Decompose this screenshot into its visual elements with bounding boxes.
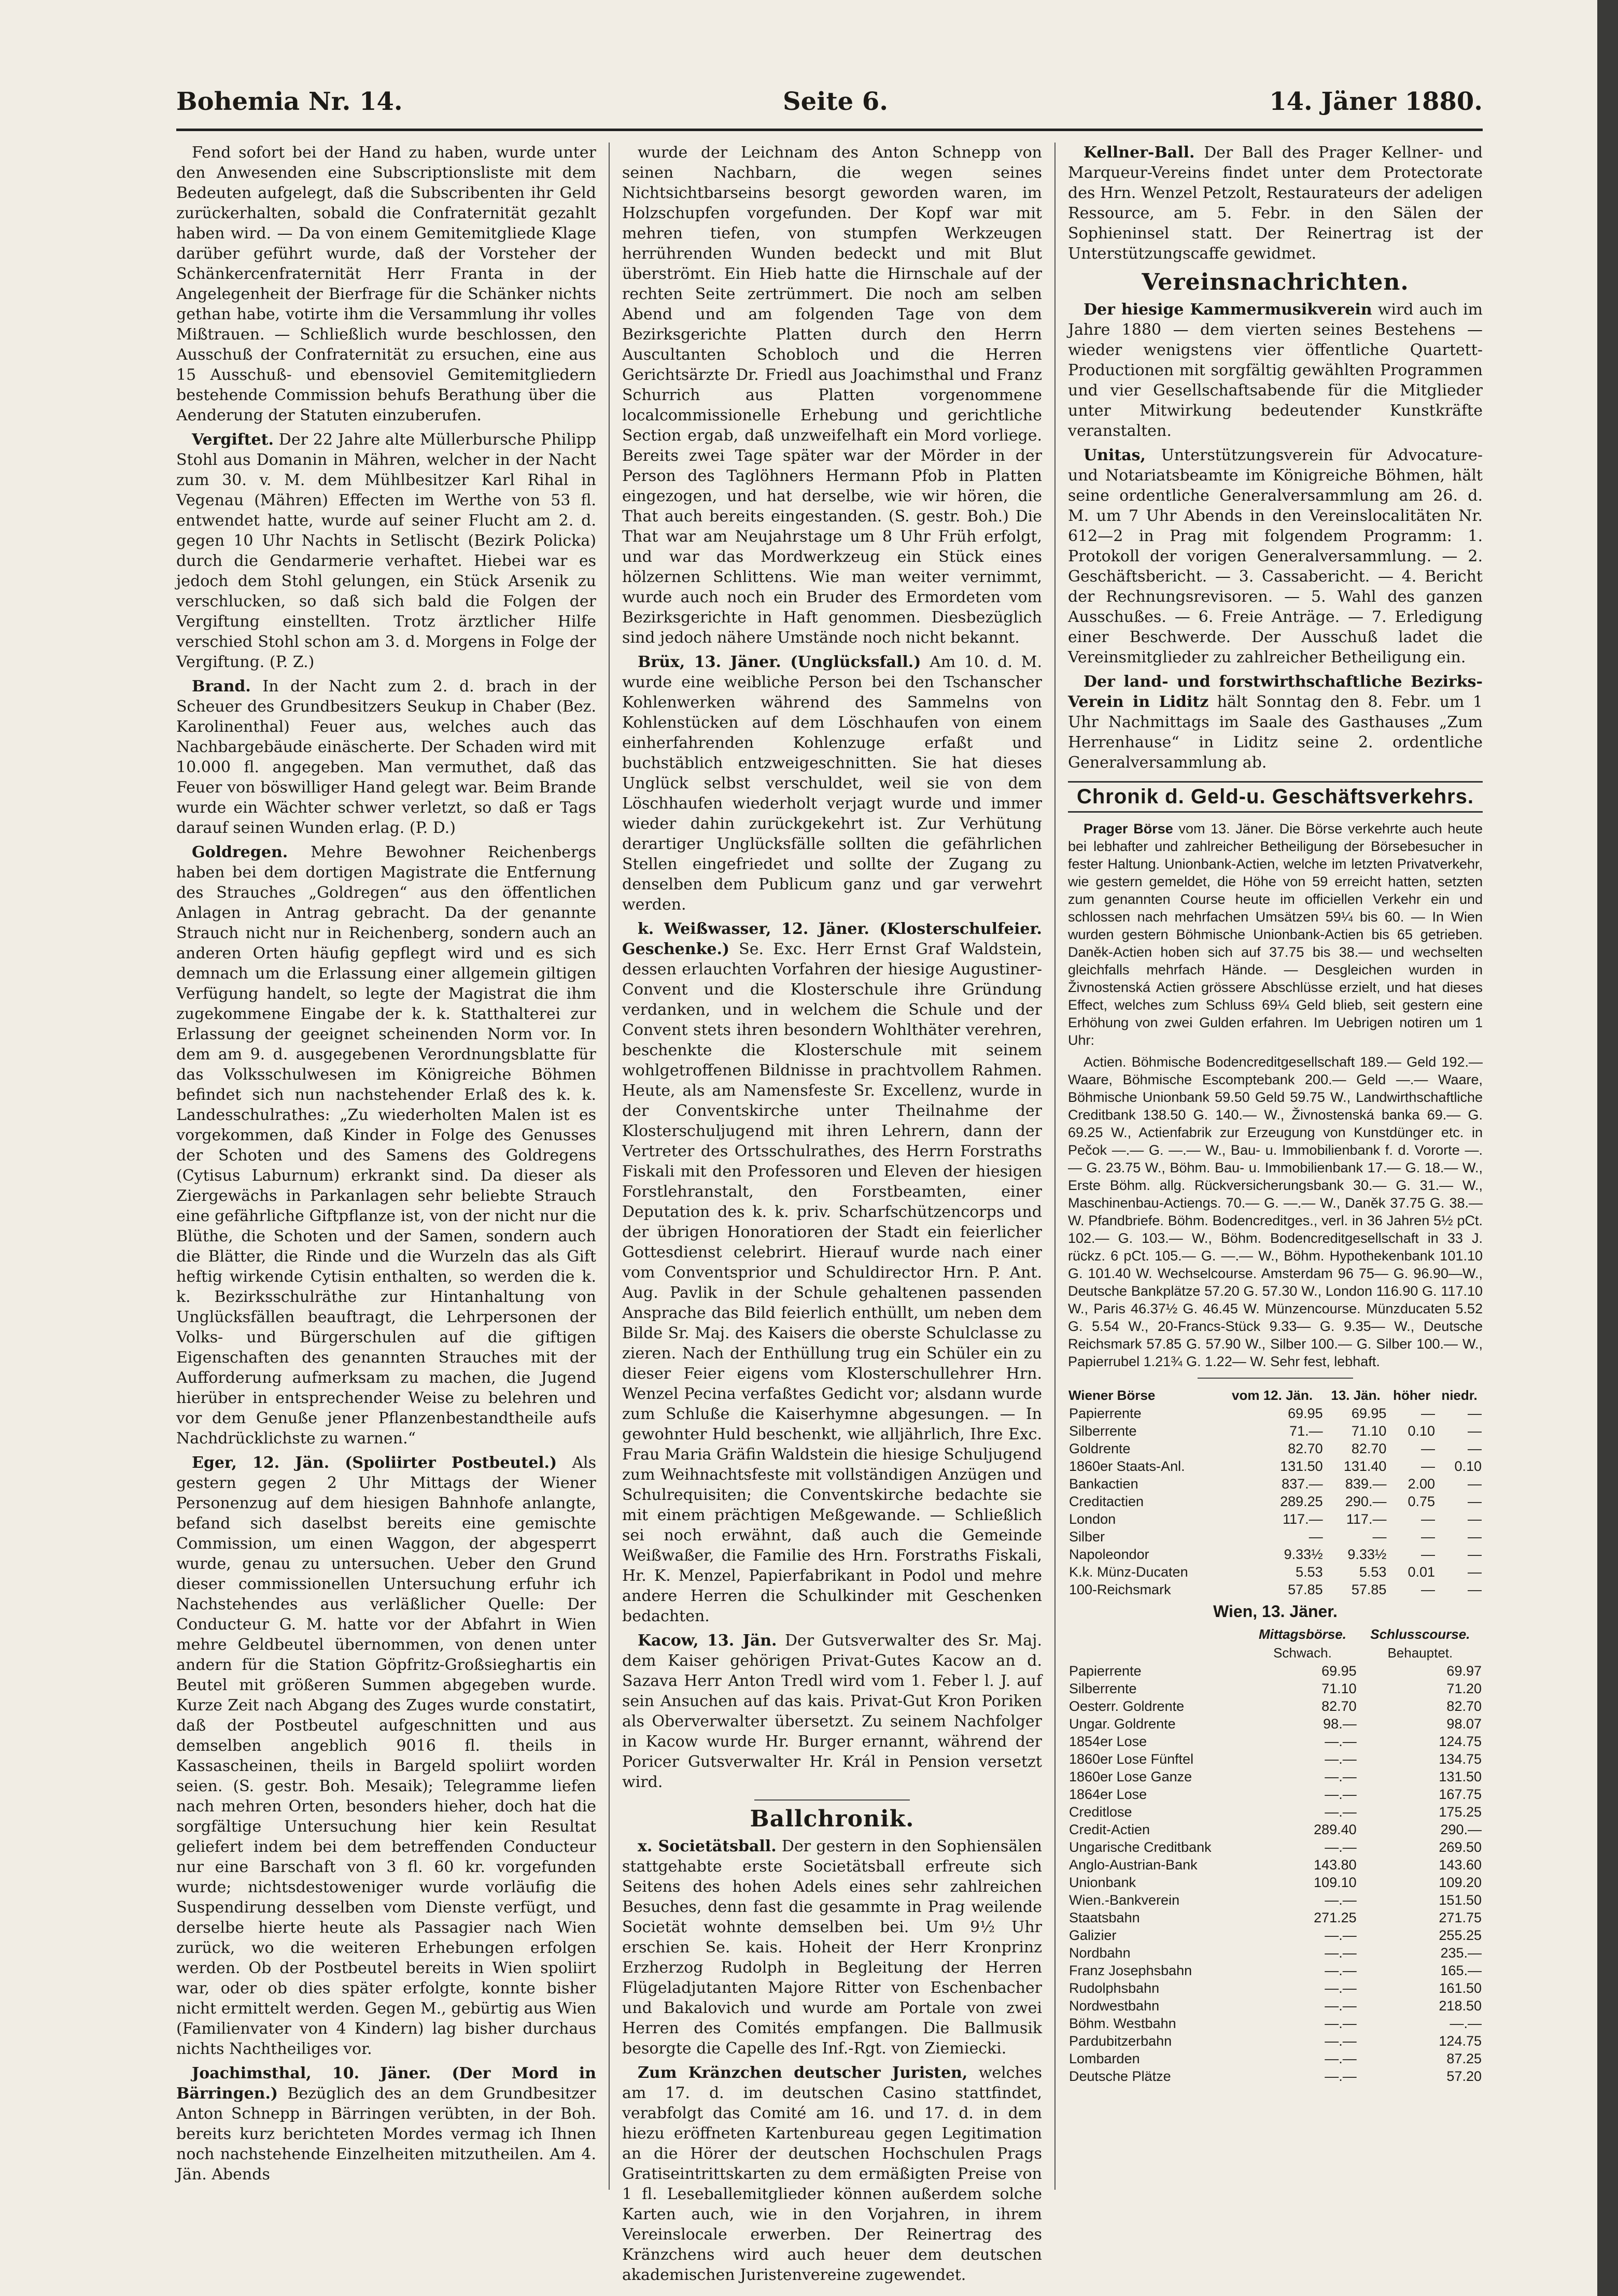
price-cell: 82.70 [1446, 1698, 1482, 1714]
security-name: Napoleondor [1069, 1547, 1149, 1562]
article [1068, 143, 1483, 264]
price-cell: 235.— [1440, 1945, 1482, 1961]
security-name: 1860er Lose Ganze [1069, 1769, 1192, 1784]
column-1 [176, 143, 596, 2190]
price-cell: 87.25 [1446, 2051, 1482, 2066]
price-cell: 271.25 [1314, 1910, 1357, 1925]
price-cell: 134.75 [1439, 1751, 1482, 1767]
price-cell: 69.95 [1351, 1406, 1387, 1421]
column-3 [1068, 143, 1483, 2190]
price-cell: 161.50 [1439, 1980, 1482, 1996]
table-row [1068, 2050, 1483, 2067]
table-row [1068, 1785, 1483, 1803]
price-cell: —.— [1450, 2016, 1482, 2031]
table-subheader-row [1068, 1643, 1483, 1662]
article-title: Unitas, [1084, 446, 1146, 464]
price-cell: 124.75 [1439, 2033, 1482, 2049]
article-title: Der hiesige Kammermusikverein [1084, 301, 1372, 319]
price-cell: 271.75 [1439, 1910, 1482, 1925]
column-subheader: Behauptet. [1387, 1645, 1453, 1661]
price-cell: 5.53 [1359, 1564, 1387, 1580]
price-cell: — [1421, 1441, 1436, 1456]
section-heading-vereinsnachrichten: Vereinsnachrichten. [1142, 269, 1409, 295]
table-row [1068, 1874, 1483, 1891]
article-title: Zum Kränzchen deutscher Juristen, [638, 2064, 968, 2082]
price-cell: 255.25 [1439, 1927, 1482, 1943]
security-name: Rudolphsbahn [1069, 1980, 1160, 1996]
table-row [1068, 1962, 1483, 1979]
price-cell: — [1468, 1511, 1482, 1527]
article-title: Goldregen. [192, 843, 288, 861]
price-cell: 131.40 [1343, 1458, 1387, 1474]
price-cell: 837.— [1282, 1476, 1323, 1492]
price-cell: — [1468, 1582, 1482, 1597]
table-row [1068, 1768, 1483, 1785]
page-header [176, 87, 1483, 131]
security-name: Nordwestbahn [1069, 1998, 1160, 2014]
article [176, 842, 596, 1449]
column-rule [609, 143, 610, 2190]
price-cell: 57.85 [1351, 1582, 1387, 1597]
table-row [1068, 1475, 1483, 1493]
table-row [1068, 1750, 1483, 1768]
price-cell: — [1468, 1494, 1482, 1509]
table-row [1068, 2015, 1483, 2032]
table-row [1068, 1733, 1483, 1750]
table-row [1068, 1405, 1483, 1422]
security-name: 1860er Lose Fünftel [1069, 1751, 1194, 1767]
article-text: vom 13. Jäner. Die Börse verkehrte auch heute bei lebhafter und zahlreicher Betheiligung der Börsebesucher in fester Haltung. Unionbank-Actien, welche im letzten Privatverkehr, wie gestern gemeldet, die Höhe von 59 erreicht hatten, setzten zum genannten Course heute im officiellen Verkehr ein und schlossen nach mehrfachen Umsätzen 59¼ bis 60. — In Wien wurden gestern Böhmische Unionbank-Actien bis 65 getrieben. Daněk-Actien hoben sich auf 37.75 bis 38.— und wechselten gleichfalls mehrfach Hände. — Desgleichen wurden in Živnostenská Actien grössere Abschlüsse erzielt, und hat dieses Effect, welches zum Schluss 69¼ Geld blieb, seit gestern eine Erhöhung von zwei Gulden erfahren. Im Uebrigen notiren um 1 Uhr: [1068, 821, 1483, 1048]
article-text: Der 22 Jahre alte Müllerbursche Philipp Stohl aus Domanin in Mähren, welcher in der Nacht zum 30. v. M. dem Mühlbesitzer Karl Rihal in Vegenau (Mähren) Effecten im Werthe von 53 fl. entwendet hatte, wurde auf seiner Flucht am 2. d. gegen 10 Uhr Nachts in Setlischt (Bezirk Policka) durch die Gendarmerie verhaftet. Hiebei war es jedoch dem Stohl gelungen, ein Stück Arsenik zu verschlucken, so daß sich bald die Folgen der Vergiftung einstellten. Trotz ärztlicher Hilfe verschied Stohl schon am 3. d. Morgens in Folge der Vergiftung. (P. Z.) [176, 431, 596, 671]
header-title: Bohemia Nr. 14. [176, 87, 403, 116]
price-cell: — [1421, 1582, 1436, 1597]
security-name: Wien.-Bankverein [1069, 1892, 1180, 1908]
price-cell: 143.60 [1439, 1857, 1482, 1873]
price-cell: —.— [1325, 1998, 1357, 2014]
price-cell: —.— [1325, 1769, 1357, 1784]
price-cell: —.— [1325, 2068, 1357, 2084]
article-text: Actien. Böhmische Bodencreditgesellschaft 189.— Geld 192.— Waare, Böhmische Escomptebank 200.— Geld —.— Waare, Böhmische Unionbank 59.50 Geld 59.75 W., Landwirthschaftliche Creditbank 138.50 G. 140.— W., Živnostenská banka 69.— G. 69.25 W., Actienfabrik zur Erzeugung von Kunstdünger etc. in Pečok —.— G. —.— W., Bau- u. Immobilienbank f. d. Vororte —.— G. 23.75 W., Böhm. Bau- u. Immobilienbank 17.— G. 18.— W., Erste Böhm. allg. Rückversicherungsbank 30.— G. 31.— W., Maschinenbau-Actiengs. 70.— G. —.— W., Daněk 37.75 G. 38.— W. Pfandbriefe. Böhm. Bodencreditges., verl. in 36 Jahren 5½ pCt. 102.— G. 103.— W., Böhm. Bodencreditgesellschaft in 33 J. rückz. 6 pCt. 105.— G. —.— W., Böhm. Hypothekenbank 101.10 G. 101.40 W. Wechselcourse. Amsterdam 96 75— G. 96.90—W., Deutsche Bankplätze 57.20 G. 57.30 W., London 116.90 G. 117.10 W., Paris 46.37½ G. 46.45 W. Münzencourse. Münzducaten 5.52 G. 5.54 W., 20-Francs-Stück 9.33— G. 9.35— W., Deutsche Reichsmark 57.85 G. 57.90 W., Silber 100.— G. Silber 100.— W., Papierrubel 1.21¾ G. 1.22— W. Sehr fest, lebhaft. [1068, 1054, 1483, 1369]
price-cell: —.— [1325, 2016, 1357, 2031]
wien-table-title: Wien, 13. Jäner. [1213, 1602, 1338, 1621]
column-header: Schlusscourse. [1370, 1626, 1470, 1642]
security-name: Goldrente [1069, 1441, 1131, 1456]
article [622, 1631, 1042, 1792]
article [622, 652, 1042, 915]
price-cell: 98.07 [1446, 1716, 1482, 1732]
security-name: K.k. Münz-Ducaten [1069, 1564, 1188, 1580]
table-row [1068, 1563, 1483, 1581]
table-row [1068, 1838, 1483, 1856]
security-name: Oesterr. Goldrente [1069, 1698, 1185, 1714]
security-name: Papierrente [1069, 1663, 1142, 1679]
article-title: Prager Börse [1084, 821, 1173, 837]
price-cell: —.— [1325, 1787, 1357, 1802]
table-title: Wiener Börse [1068, 1387, 1156, 1403]
price-cell: 109.10 [1314, 1875, 1357, 1890]
article-title: Kacow, 13. Jän. [638, 1632, 777, 1650]
table-row [1068, 1821, 1483, 1838]
article-text: Der Ball des Prager Kellner- und Marqueur-Vereins findet unter dem Protectorate des Hrn. Wenzel Petzolt, Restaurateurs der adeligen Ressource, am 5. Febr. in den Sälen der Sophieninsel statt. Der Reinertrag ist der Unterstützungscaffe gewidmet. [1068, 144, 1483, 263]
article-text: Als gestern gegen 2 Uhr Mittags der Wiener Personenzug auf dem hiesigen Bahnhofe anlangte, befand sich daselbst bereits eine gemischte Commission, um einen Waggon, der abgesperrt wurde, genau zu untersuchen. Ueber den Grund dieser commissionellen Untersuchung erfuhr ich Nachstehendes aus verläßlicher Quelle: Der Conducteur G. M. hatte vor der Abfahrt in Wien mehre Geldbeutel übernommen, von denen unter andern für die Station Göpfritz-Großsieghartis ein Beutel mit größeren Summen abgegeben wurde. Kurze Zeit nach Abgang des Zuges wurde constatirt, daß der Postbeutel aufgeschnitten und aus demselben angeblich 9016 fl. theils in Kassascheinen, theils in Bargeld spoliirt worden seien. (S. gestr. Boh. Mesaik); Telegramme liefen nach mehren Orten, besonders hieher, doch hat die sorgfältige Untersuchung hier kein Resultat geliefert indem bei dem betreffenden Conducteur nur eine Barschaft von 3 fl. 60 kr. vorgefunden wurde; nichtsdestoweniger wurde vorläufig die Suspendirung desselben vom Dienste verfügt, und derselbe hierte heute als Passagier nach Wien zurück, wo die weiteren Erhebungen erfolgen werden. Ob der Postbeutel bereits in Wien spoliirt war, oder ob dies später erfolgte, konnte bisher nicht ermittelt werden. Gegen M., gebürtig aus Wien (Familienvater von 4 Kindern) lag bisher durchaus nichts Nachtheiliges vor. [176, 1454, 596, 2058]
table-row [1068, 2067, 1483, 2085]
price-cell: — [1421, 1529, 1436, 1544]
security-name: Galizier [1069, 1927, 1117, 1943]
security-name: Ungarische Creditbank [1069, 1839, 1212, 1855]
price-cell: 0.10 [1408, 1423, 1436, 1439]
price-cell: 289.25 [1280, 1494, 1323, 1509]
article [622, 1836, 1042, 2059]
price-cell: 5.53 [1296, 1564, 1323, 1580]
article-text: Mehre Bewohner Reichenbergs haben bei dem dortigen Magistrate die Entfernung des Strauches „Goldregen“ aus den öffentlichen Anlagen in Antrag gebracht. Da der genannte Strauch nicht nur in Reichenberg, sondern auch an anderen Orten häufig gepflegt wird und es sich demnach um die Erlassung einer allgemein giltigen Verfügung handelt, so legte der Magistrat die ihm zugekommene Eingabe der k. k. Statthalterei zur Erlassung der geeignet scheinenden Norm vor. In dem am 9. d. ausgegebenen Verordnungsblatte für das Volksschulwesen im Königreiche Böhmen befindet sich nun nachstehender Erlaß des k. k. Landesschulrathes: „Zu wiederholten Malen ist es vorgekommen, daß Kinder in Folge des Genusses der Schoten und des Samens des Goldregens (Cytisus Laburnum) erkrankt sind. Da dieser als Ziergewächs in Parkanlagen sehr beliebte Strauch eine gefährliche Giftpflanze ist, von der nicht nur die Blüthe, die Schoten und der Samen, sondern auch die Blätter, die Rinde und die Wurzeln das als Gift heftig wirkende Cytisin enthalten, so werden die k. k. Bezirksschulräthe zur Hintanhaltung von Unglücksfällen beauftragt, die Lehrpersonen der Volks- und Bürgerschulen auf die giftigen Eigenschaften des genannten Strauches mit der Aufforderung aufmerksam zu machen, die Jugend hierüber in entsprechender Weise zu belehren und vor dem Genuße jener Pflanzenbestandtheile aufs Nachdrücklichste zu warnen.“ [176, 843, 596, 1448]
price-cell: — [1309, 1529, 1323, 1544]
article [622, 2063, 1042, 2285]
article-title: Kellner-Ball. [1084, 144, 1195, 162]
security-name: Creditlose [1069, 1804, 1132, 1820]
price-cell: 167.75 [1439, 1787, 1482, 1802]
article-title: x. Societätsball. [638, 1837, 777, 1855]
price-cell: — [1468, 1529, 1482, 1544]
article-text: Der gestern in den Sophiensälen stattgehabte erste Societätsball erfreute sich Seitens des hohen Adels eines sehr zahlreichen Besuches, denn fast die gesammte in Prag weilende Societät wohnte demselben bei. Um 9½ Uhr erschien Se. kais. Hoheit der Herr Kronprinz Erzherzog Rudolph in Begleitung der Herren Flügeladjutanten Majore Ritter von Eschenbacher und Bakalovich und wurde am Portale von zwei Herren des Comités empfangen. Die Ballmusik besorgte die Capelle des Inf.-Rgt. von Ziemiecki. [622, 1837, 1042, 2058]
article-title: Vergiftet. [192, 431, 274, 449]
price-cell: — [1421, 1511, 1436, 1527]
column-header: Mittagsbörse. [1258, 1626, 1346, 1642]
security-name: Franz Josephsbahn [1069, 1963, 1192, 1978]
table-row [1068, 1715, 1483, 1733]
article-text: Bezüglich des an dem Grundbesitzer Anton Schnepp in Bärringen verübten, in der Boh. bereits kurz berichteten Mordes vermag ich Ihnen noch nachstehende Einzelheiten mitzutheilen. Am 4. Jän. Abends [176, 2085, 596, 2184]
price-cell: 0.01 [1408, 1564, 1436, 1580]
table-row [1068, 1997, 1483, 2015]
price-cell: —.— [1325, 2051, 1357, 2066]
article-text: welches am 17. d. im deutschen Casino stattfindet, verabfolgt das Comité am 16. und 17. d. in dem hiezu eröffneten Kartenbureau gegen Legitimation an die Hörer der deutschen Hochschulen Prags Gratiseintrittskarten zu dem ermäßigten Preise von 1 fl. Leseballemitglieder können außerdem solche Karten auch, wie in den Vorjahren, in ihrem Vereinslocale erwerben. Der Reinertrag des Kränzchens wird auch heuer dem deutschen akademischen Juristenvereine zugewendet. [622, 2064, 1042, 2284]
security-name: Lombarden [1069, 2051, 1140, 2066]
article-title: k. Weißwasser, 12. Jäner. (Klosterschulfeier. Geschenke.) [622, 920, 1042, 958]
article [622, 919, 1042, 1626]
article [1068, 820, 1483, 1049]
column-header [1068, 1643, 1247, 1662]
security-name: Unionbank [1069, 1875, 1136, 1890]
price-cell: — [1468, 1476, 1482, 1492]
table-row [1068, 1510, 1483, 1528]
table-row [1068, 1546, 1483, 1563]
article-text: Fend sofort bei der Hand zu haben, wurde unter den Anwesenden eine Subscriptionsliste mit dem Bedeuten aufgelegt, daß die Subscribenten ihr Geld zurückerhalten, sobald die Confraternität gezahlt haben wird. — Da von einem Gemitemitgliede Klage darüber geführt wurde, daß der Vorsteher der Schänkercenfraternität Herr Franta in der Angelegenheit der Bierfrage für die Schänker nichts gethan habe, votirte ihm die Versammlung ihr volles Mißtrauen. — Schließlich wurde beschlossen, den Ausschuß der Confraternität zu ersuchen, eine aus 15 Ausschuß- und ebensoviel Gemitemitgliedern bestehende Commission behufs Berathung über die Aenderung der Statuten einzuberufen. [176, 144, 596, 424]
security-name: Anglo-Austrian-Bank [1069, 1857, 1198, 1873]
price-cell: 117.— [1283, 1511, 1323, 1527]
article-title: Eger, 12. Jän. (Spoliirter Postbeutel.) [192, 1454, 557, 1472]
price-cell: —.— [1325, 1927, 1357, 1943]
table-body [1068, 1662, 1483, 2085]
price-cell: 124.75 [1439, 1734, 1482, 1749]
price-cell: —.— [1325, 1980, 1357, 1996]
price-cell: 290.— [1345, 1494, 1387, 1509]
security-name: 1860er Staats-Anl. [1069, 1458, 1185, 1474]
article [1068, 672, 1483, 773]
price-cell: — [1468, 1547, 1482, 1562]
price-cell: 69.97 [1446, 1663, 1482, 1679]
price-cell: — [1468, 1406, 1482, 1421]
table-header-row [1068, 1625, 1483, 1643]
security-name: Bankactien [1069, 1476, 1138, 1492]
article-text: wurde der Leichnam des Anton Schnepp von seinen Nachbarn, die wegen seines Nichtsichtbarseins besorgt geworden waren, im Holzschupfen vorgefunden. Der Kopf war mit mehren tiefen, von stumpfen Werkzeugen herrührenden Wunden bedeckt und mit Blut überströmt. Ein Hieb hatte die Hirnschale auf der rechten Seite zertrümmert. Die noch am selben Abend und am folgenden Tage von dem Bezirksgerichte Platten durch den Herrn Auscultanten Schobloch und die Herren Gerichtsärzte Dr. Friedl aus Joachimsthal und Franz Schurrich aus Platten vorgenommene localcommissionelle Erhebung und gerichtliche Section ergab, daß unzweifelhaft ein Mord vorliege. Bereits zwei Tage später war der Mörder in der Person des Taglöhners Hermann Pfob in Platten eingezogen, und hat derselbe, wie wir hören, die That auch bereits eingestanden. (S. gestr. Boh.) Die That war am Neujahrstage um 8 Uhr Früh erfolgt, und war das Mordwerkzeug ein Stück eines hölzernen Schlittens. Wie man weiter vernimmt, wurde auch noch ein Bruder des Ermordeten vom Bezirksgerichte in Haft genommen. Diesbezüglich sind jedoch nähere Umstände noch nicht bekannt. [622, 144, 1042, 647]
price-cell: 0.10 [1454, 1458, 1482, 1474]
article-title: Brand. [192, 677, 251, 696]
table-row [1068, 1944, 1483, 1962]
price-cell: 82.70 [1321, 1698, 1357, 1714]
price-cell: 57.20 [1446, 2068, 1482, 2084]
header-page: Seite 6. [783, 87, 888, 116]
price-cell: 839.— [1345, 1476, 1387, 1492]
price-cell: — [1421, 1458, 1436, 1474]
table-row [1068, 1680, 1483, 1697]
security-name: Creditactien [1069, 1494, 1144, 1509]
security-name: Nordbahn [1069, 1945, 1131, 1961]
price-cell: —.— [1325, 1945, 1357, 1961]
table-header-row [1068, 1386, 1483, 1405]
price-cell: 98.— [1323, 1716, 1357, 1732]
price-cell: 0.75 [1408, 1494, 1436, 1509]
article-title: Brüx, 13. Jäner. (Unglücksfall.) [638, 653, 921, 671]
price-cell: —.— [1325, 1839, 1357, 1855]
price-cell: 175.25 [1439, 1804, 1482, 1820]
price-cell: 57.85 [1288, 1582, 1323, 1597]
price-cell: —.— [1325, 1892, 1357, 1908]
price-cell: 82.70 [1288, 1441, 1323, 1456]
security-name: Silberrente [1069, 1681, 1137, 1696]
price-cell: 71.— [1289, 1423, 1323, 1439]
price-cell: 117.— [1346, 1511, 1387, 1527]
article-title: Joachimsthal, 10. Jäner. (Der Mord in Bärringen.) [176, 2064, 596, 2103]
table-row [1068, 1440, 1483, 1457]
wiener-boerse-table [1068, 1386, 1483, 1598]
article [1068, 445, 1483, 668]
table-row [1068, 2032, 1483, 2050]
price-cell: 82.70 [1351, 1441, 1387, 1456]
section-divider [754, 1799, 910, 1801]
column-header: 13. Jän. [1331, 1387, 1381, 1403]
column-header: niedr. [1441, 1387, 1478, 1403]
column-rule [1054, 143, 1056, 2190]
security-name: Credit-Actien [1069, 1822, 1150, 1837]
price-cell: 151.50 [1439, 1892, 1482, 1908]
table-row [1068, 1422, 1483, 1440]
article [176, 676, 596, 838]
price-cell: —.— [1325, 1734, 1357, 1749]
price-cell: —.— [1325, 2033, 1357, 2049]
article-text: Unterstützungsverein für Advocature- und Notariatsbeamte im Königreiche Böhmen, hält seine ordentliche Generalversammlung am 26. d. M. um 7 Uhr Abends in den Vereinslocalitäten Nr. 612—2 in Prag mit folgendem Programm: 1. Protokoll der vorigen Generalversammlung. — 2. Geschäftsbericht. — 3. Cassabericht. — 4. Bericht der Rechnungsrevisoren. — 5. Wahl des ganzen Ausschußes. — 6. Freie Anträge. — 7. Erledigung einer Beschwerde. Der Ausschuß ladet die Vereinsmitglieder zu zahlreicher Betheiligung ein. [1068, 446, 1483, 667]
table-row [1068, 1457, 1483, 1475]
table-row [1068, 1979, 1483, 1997]
security-name: Ungar. Goldrente [1069, 1716, 1176, 1732]
article-title: Der land- und forstwirthschaftliche Bezirks-Verein in Liditz [1068, 673, 1483, 711]
table-row [1068, 1697, 1483, 1715]
price-cell: 131.50 [1280, 1458, 1323, 1474]
column-header [1068, 1625, 1247, 1643]
price-cell: 269.50 [1439, 1839, 1482, 1855]
price-cell: 109.20 [1439, 1875, 1482, 1890]
article-text: Der Gutsverwalter des Sr. Maj. dem Kaiser gehörigen Privat-Gutes Kacow an d. Sazava Herr Anton Tredl wird vom 1. Feber l. J. auf sein Ansuchen auf das kais. Privat-Gut Kron Poriken als Oberverwalter übersetzt. Zu seinem Nachfolger in Kacow wurde Hr. Burger ernannt, während der Poricer Gutsverwalter Hr. Král in Pension versetzt wird. [622, 1632, 1042, 1791]
section-heading-ballchronik: Ballchronik. [750, 1806, 914, 1832]
column-header: höher [1393, 1387, 1431, 1403]
article-text: wird auch im Jahre 1880 — dem vierten seines Bestehens — wieder wenigstens vier öffentliche Quartett-Productionen mit sorgfältig gewählten Programmen und vier Gesellschaftsabende für die Mitglieder unter Mitwirkung bedeutender Kunstkräfte veranstalten. [1068, 301, 1483, 440]
price-cell: — [1421, 1547, 1436, 1562]
price-cell: 131.50 [1439, 1769, 1482, 1784]
security-name: London [1069, 1511, 1116, 1527]
table-row [1068, 1803, 1483, 1821]
price-cell: 218.50 [1439, 1998, 1482, 2014]
price-cell: 289.40 [1314, 1822, 1357, 1837]
scan-edge [1597, 0, 1618, 2296]
table-body [1068, 1405, 1483, 1598]
column-2 [622, 143, 1042, 2284]
article [176, 1453, 596, 2059]
security-name: Silberrente [1069, 1423, 1137, 1439]
security-name: Staatsbahn [1069, 1910, 1140, 1925]
security-name: Böhm. Westbahn [1069, 2016, 1176, 2031]
price-cell: 165.— [1440, 1963, 1482, 1978]
security-name: Deutsche Plätze [1069, 2068, 1171, 2084]
price-cell: 2.00 [1408, 1476, 1436, 1492]
table-row [1068, 1891, 1483, 1909]
price-cell: 71.10 [1321, 1681, 1357, 1696]
price-cell: —.— [1325, 1751, 1357, 1767]
price-cell: 9.33½ [1347, 1547, 1387, 1562]
price-cell: 71.20 [1446, 1681, 1482, 1696]
price-cell: — [1372, 1529, 1387, 1544]
security-name: Pardubitzerbahn [1069, 2033, 1172, 2049]
section-heading-chronik: Chronik d. Geld-u. Geschäftsverkehrs. [1068, 781, 1483, 813]
column-header: vom 12. Jän. [1232, 1387, 1313, 1403]
article-text: In der Nacht zum 2. d. brach in der Scheuer des Grundbesitzers Seukup in Chaber (Bez. Karolinenthal) Feuer aus, welches auch das Nachbargebäude einäscherte. Der Schaden wird mit 10.000 fl. angegeben. Man vermuthet, daß das Feuer von böswilliger Hand gelegt war. Beim Brande wurde ein Wächter schwer verletzt, so daß er Tags darauf seinen Wunden erlag. (P. D.) [176, 677, 597, 837]
article-text: Am 10. d. M. wurde eine weibliche Person bei den Tschanscher Kohlenwerken während des Sammelns von Kohlenstücken auf dem Löschhaufen von einem einherfahrenden Kohlenzuge erfaßt und buchstäblich entzweigeschnitten. Sie hat dieses Unglück selbst verschuldet, weil sie von dem Löschhaufen wiederholt verjagt wurde und immer wieder dahin zurückgekehrt ist. Zur Verhütung derartiger Unglücksfälle sollten die gefährlichen Stellen eingefriedet und sollte der Zugang zu denselben dem Publicum ganz und gar verwehrt werden. [622, 653, 1042, 914]
table-row [1068, 1528, 1483, 1546]
table-row [1068, 1909, 1483, 1926]
table-row [1068, 1662, 1483, 1680]
security-name: 1864er Lose [1069, 1787, 1147, 1802]
price-cell: 290.— [1440, 1822, 1482, 1837]
article [176, 2063, 596, 2185]
price-cell: 71.10 [1351, 1423, 1387, 1439]
price-cell: 69.95 [1288, 1406, 1323, 1421]
price-cell: — [1468, 1441, 1482, 1456]
price-cell: 143.80 [1314, 1857, 1357, 1873]
security-name: Papierrente [1069, 1406, 1142, 1421]
article-text: Se. Exc. Herr Ernst Graf Waldstein, dessen erlauchten Vorfahren der hiesige Augustiner-Convent und die Klosterschule ihre Gründung verdanken, und in welchem die Schule und der Convent stets ihren besondern Wohlthäter verehren, beschenkte die Klosterschule mit seinem wohlgetroffenen Bildnisse in prachtvollem Rahmen. Heute, als am Namensfeste Sr. Excellenz, wurde in der Conventskirche unter Theilnahme der Klosterschuljugend mit ihren Lehrern, dann der Vertreter des Ortsschulrathes, des Herrn Forstraths Fiskali mit den Professoren und Eleven der hiesigen Forstlehranstalt, den Forstbeamten, einer Deputation des k. k. priv. Scharfschützencorps und der übrigen Honoratioren der Stadt ein feierlicher Gottesdienst celebrirt. Hierauf wurde nach einer vom Conventsprior und Schuldirector Hrn. P. Ant. Aug. Pavlik in der Schule gehaltenen passenden Ansprache das Bild feierlich enthüllt, um neben dem Bilde Sr. Maj. des Kaisers die oberste Schulclasse zu zieren. Nach der Enthüllung trug ein Schüler ein zu dieser Feier eigens vom Klosterschullehrer Hrn. Wenzel Pecina verfaßtes Gedicht vor; alsdann wurde zum Schluße die Kaiserhymne abgesungen. — In gewohnter Huld beschenkt, wie alljährlich, Ihre Exc. Frau Maria Gräfin Waldstein die hiesige Schuljugend zum Weihnachtsfeste mit vollständigen Anzügen und Schulrequisiten; die Conventskirche bedachte sie mit einem prächtigen Meßgewande. — Schließlich sei noch erwähnt, daß auch die Gemeinde Weißwaßer, die Familie des Hrn. Forstraths Fiskali, Hr. K. Menzel, Papierfabrikant in Podol und mehre andere Herren die Schulkinder mit Geschenken bedachten. [622, 940, 1042, 1625]
column-subheader: Schwach. [1273, 1645, 1332, 1661]
wien-table [1068, 1625, 1483, 2085]
price-cell: 9.33½ [1284, 1547, 1323, 1562]
price-cell: —.— [1325, 1963, 1357, 1978]
table-row [1068, 1856, 1483, 1874]
price-cell: — [1468, 1564, 1482, 1580]
price-cell: — [1468, 1423, 1482, 1439]
security-name: 100-Reichsmark [1069, 1582, 1171, 1597]
price-cell: —.— [1325, 1804, 1357, 1820]
table-row [1068, 1493, 1483, 1510]
security-name: Silber [1069, 1529, 1105, 1544]
header-date: 14. Jäner 1880. [1269, 87, 1483, 116]
section-divider [1198, 1378, 1353, 1379]
price-cell: — [1421, 1406, 1436, 1421]
security-name: 1854er Lose [1069, 1734, 1147, 1749]
price-cell: 69.95 [1321, 1663, 1357, 1679]
table-row [1068, 1581, 1483, 1598]
article-text: hält Sonntag den 8. Febr. um 1 Uhr Nachmittags im Saale des Gasthauses „Zum Herrenhause“ in Liditz seine 2. ordentliche Generalversammlung ab. [1068, 693, 1483, 772]
article [1068, 300, 1483, 441]
article [176, 430, 596, 672]
table-row [1068, 1926, 1483, 1944]
